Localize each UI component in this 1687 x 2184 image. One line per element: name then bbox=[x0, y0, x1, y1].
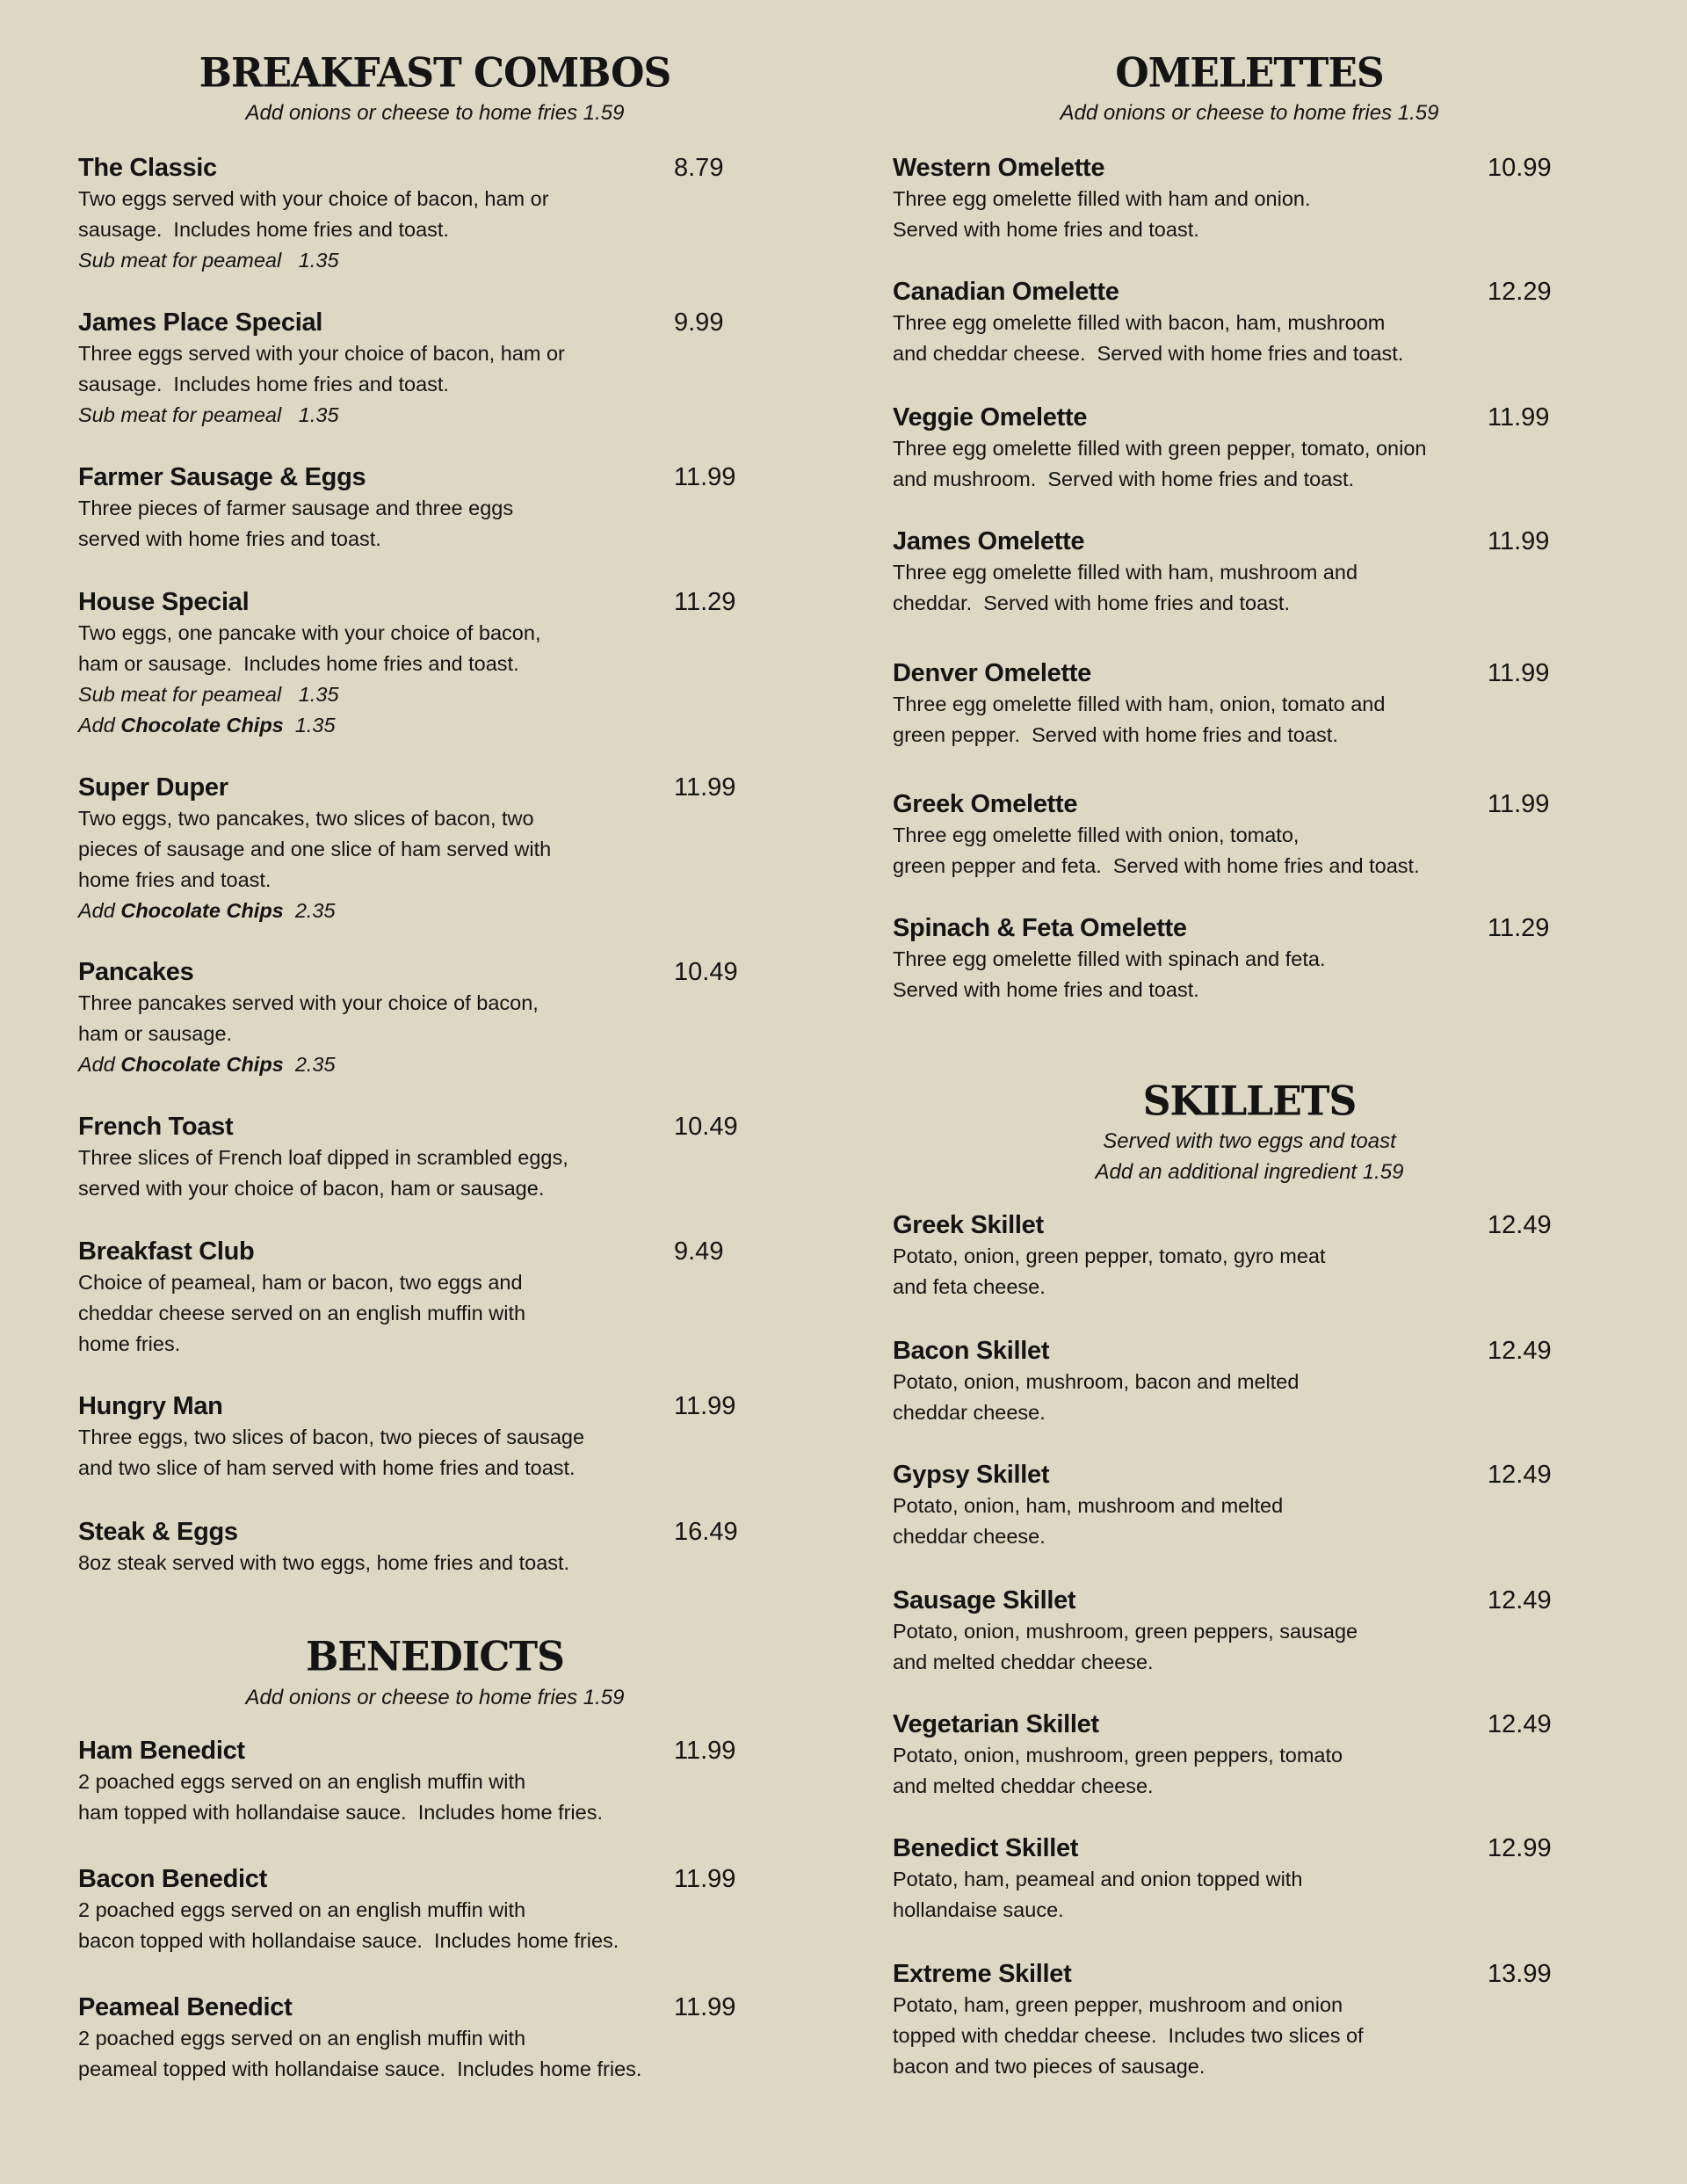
menu-item bbox=[78, 956, 779, 1080]
section-title: SKILLETS bbox=[1142, 1077, 1357, 1125]
item-price: 11.99 bbox=[1488, 403, 1550, 432]
item-description: Three slices of French loaf dipped in scrambled eggs, bbox=[78, 1145, 568, 1169]
menu-item bbox=[78, 1735, 779, 1828]
item-price: 10.49 bbox=[674, 957, 738, 986]
item-price: 12.49 bbox=[1488, 1460, 1552, 1489]
item-description: Potato, onion, mushroom, green peppers, tomato bbox=[893, 1743, 1343, 1767]
item-description: Three egg omelette filled with ham and onion. bbox=[893, 186, 1311, 210]
item-description: and mushroom. Served with home fries and toast. bbox=[893, 467, 1355, 490]
item-name: Spinach & Feta Omelette bbox=[893, 914, 1187, 943]
item-name: Farmer Sausage & Eggs bbox=[78, 462, 366, 491]
item-addon bbox=[78, 679, 779, 710]
item-description: Three egg omelette filled with onion, tomato, bbox=[893, 824, 1300, 847]
menu-item bbox=[893, 788, 1593, 882]
section-title: BREAKFAST COMBOS bbox=[199, 49, 671, 97]
menu-item bbox=[78, 586, 779, 741]
item-addon bbox=[78, 245, 779, 276]
addon-text: Add bbox=[78, 1052, 121, 1076]
item-name: Vegetarian Skillet bbox=[893, 1709, 1099, 1738]
addon-highlight: Chocolate Chips bbox=[120, 899, 284, 923]
item-price: 12.49 bbox=[1488, 1585, 1552, 1614]
item-name: Ham Benedict bbox=[78, 1736, 245, 1765]
item-description: 2 poached eggs served on an english muffin with bbox=[78, 1769, 526, 1793]
menu-item bbox=[893, 1459, 1593, 1552]
menu-item bbox=[78, 1111, 779, 1204]
item-addon bbox=[78, 1049, 779, 1080]
menu-item bbox=[78, 1390, 779, 1484]
menu-item bbox=[893, 402, 1593, 495]
item-name: The Classic bbox=[78, 153, 217, 182]
item-description: and cheddar cheese. Served with home fries and toast. bbox=[893, 341, 1404, 365]
section-heading-omelettes bbox=[854, 49, 1645, 97]
item-name: House Special bbox=[78, 588, 250, 617]
item-description: Three egg omelette filled with ham, mushroom and bbox=[893, 560, 1358, 584]
menu-item bbox=[78, 1992, 779, 2085]
item-price: 11.29 bbox=[674, 588, 736, 617]
item-name: Denver Omelette bbox=[893, 659, 1091, 688]
item-description: bacon and two pieces of sausage. bbox=[893, 2054, 1206, 2078]
item-name: Super Duper bbox=[78, 773, 228, 802]
addon-text: Sub meat for peameal 1.35 bbox=[78, 403, 339, 426]
item-name: Greek Omelette bbox=[893, 790, 1078, 819]
item-description: sausage. Includes home fries and toast. bbox=[78, 372, 449, 395]
item-description: cheddar cheese. bbox=[893, 1524, 1046, 1548]
item-description: home fries and toast. bbox=[78, 868, 272, 892]
item-price: 11.99 bbox=[674, 1392, 736, 1421]
section-heading-benedicts bbox=[40, 1636, 830, 1680]
item-price: 12.49 bbox=[1488, 1336, 1552, 1365]
menu-item bbox=[893, 1209, 1593, 1302]
item-price: 10.49 bbox=[674, 1112, 738, 1141]
item-price: 13.99 bbox=[1488, 1959, 1552, 1988]
item-description: served with home fries and toast. bbox=[78, 526, 381, 550]
menu-item bbox=[893, 1832, 1593, 1926]
addon-text: Add bbox=[78, 714, 121, 737]
item-description: Three pieces of farmer sausage and three eggs bbox=[78, 496, 514, 519]
item-price: 12.49 bbox=[1488, 1709, 1552, 1738]
item-name: Pancakes bbox=[78, 957, 194, 986]
item-description: Three egg omelette filled with green pepper, tomato, onion bbox=[893, 436, 1427, 460]
item-price: 8.79 bbox=[674, 153, 724, 182]
item-description: Potato, onion, mushroom, bacon and melted bbox=[893, 1369, 1300, 1393]
item-description: green pepper and feta. Served with home fries and toast. bbox=[893, 854, 1420, 878]
item-name: Bacon Benedict bbox=[78, 1864, 267, 1893]
item-description: Potato, ham, peameal and onion topped with bbox=[893, 1867, 1303, 1890]
item-description: Choice of peameal, ham or bacon, two eggs and bbox=[78, 1271, 523, 1295]
item-price: 11.99 bbox=[674, 773, 736, 802]
item-name: Veggie Omelette bbox=[893, 403, 1088, 432]
item-name: Peameal Benedict bbox=[78, 1992, 293, 2021]
addon-highlight: Chocolate Chips bbox=[120, 1052, 284, 1076]
menu-item bbox=[78, 307, 779, 431]
item-description: Three pancakes served with your choice of bacon, bbox=[78, 990, 539, 1014]
item-price: 16.49 bbox=[674, 1517, 738, 1546]
item-description: cheddar cheese. bbox=[893, 1400, 1046, 1424]
item-name: Breakfast Club bbox=[78, 1237, 255, 1266]
section-heading-skillets bbox=[854, 1077, 1645, 1125]
item-description: 8oz steak served with two eggs, home fries and toast. bbox=[78, 1550, 570, 1574]
menu-item bbox=[78, 1236, 779, 1360]
item-name: Canadian Omelette bbox=[893, 277, 1119, 306]
item-description: ham topped with hollandaise sauce. Includes home fries. bbox=[78, 1800, 603, 1824]
item-description: ham or sausage. Includes home fries and toast. bbox=[78, 652, 519, 676]
section-note: Add onions or cheese to home fries 1.59 bbox=[245, 1685, 625, 1709]
addon-text: Add bbox=[78, 899, 121, 923]
menu-item bbox=[78, 461, 779, 555]
item-description: sausage. Includes home fries and toast. bbox=[78, 217, 449, 241]
item-name: French Toast bbox=[78, 1112, 234, 1141]
item-description: Potato, onion, green pepper, tomato, gyro meat bbox=[893, 1244, 1326, 1268]
item-name: Extreme Skillet bbox=[893, 1959, 1072, 1988]
item-name: Steak & Eggs bbox=[78, 1517, 238, 1546]
item-description: Potato, onion, ham, mushroom and melted bbox=[893, 1493, 1284, 1517]
item-description: and melted cheddar cheese. bbox=[893, 1774, 1154, 1797]
item-description: Three egg omelette filled with spinach and feta. bbox=[893, 947, 1326, 971]
item-description: Three egg omelette filled with bacon, ham, mushroom bbox=[893, 310, 1386, 334]
item-name: James Place Special bbox=[78, 308, 323, 337]
item-price: 11.29 bbox=[1488, 914, 1550, 943]
item-price: 12.29 bbox=[1488, 277, 1552, 306]
item-price: 11.99 bbox=[1488, 526, 1550, 555]
item-description: 2 poached eggs served on an english muffin with bbox=[78, 2026, 526, 2050]
item-name: James Omelette bbox=[893, 526, 1085, 555]
item-description: cheddar cheese served on an english muffin with bbox=[78, 1302, 526, 1325]
item-price: 9.49 bbox=[674, 1237, 724, 1266]
item-description: and melted cheddar cheese. bbox=[893, 1650, 1154, 1673]
section-note: Add an additional ingredient 1.59 bbox=[1095, 1159, 1404, 1184]
menu-item bbox=[78, 1863, 779, 1956]
addon-text: Sub meat for peameal 1.35 bbox=[78, 248, 339, 272]
menu-item bbox=[893, 526, 1593, 619]
addon-price: 1.35 bbox=[283, 714, 336, 737]
item-description: pieces of sausage and one slice of ham served with bbox=[78, 838, 552, 861]
item-price: 11.99 bbox=[674, 1992, 736, 2021]
item-price: 11.99 bbox=[674, 462, 736, 491]
menu-item bbox=[893, 1585, 1593, 1678]
addon-price: 2.35 bbox=[283, 899, 336, 923]
item-addon bbox=[78, 896, 779, 926]
item-description: Served with home fries and toast. bbox=[893, 217, 1199, 241]
item-description: Three eggs served with your choice of bacon, ham or bbox=[78, 341, 565, 365]
item-addon bbox=[78, 400, 779, 431]
section-heading-breakfast-combos bbox=[40, 49, 830, 97]
menu-item bbox=[893, 657, 1593, 751]
item-addon bbox=[78, 710, 779, 741]
menu-item bbox=[893, 152, 1593, 245]
menu-item bbox=[893, 1958, 1593, 2082]
item-description: hollandaise sauce. bbox=[893, 1897, 1064, 1921]
item-description: Potato, onion, mushroom, green peppers, sausage bbox=[893, 1619, 1358, 1643]
menu-item bbox=[78, 152, 779, 276]
item-price: 12.99 bbox=[1488, 1833, 1552, 1862]
section-title: OMELETTES bbox=[1115, 49, 1384, 97]
item-description: Served with home fries and toast. bbox=[893, 978, 1199, 1002]
menu-item bbox=[893, 912, 1593, 1005]
item-description: and two slice of ham served with home fries and toast. bbox=[78, 1456, 576, 1480]
item-description: home fries. bbox=[78, 1332, 181, 1356]
item-description: peameal topped with hollandaise sauce. Includes home fries. bbox=[78, 2057, 642, 2080]
item-description: and feta cheese. bbox=[893, 1275, 1046, 1299]
section-note: Served with two eggs and toast bbox=[1103, 1129, 1396, 1154]
section-title: BENEDICTS bbox=[306, 1634, 564, 1681]
item-name: Greek Skillet bbox=[893, 1211, 1044, 1240]
item-description: Three egg omelette filled with ham, onion, tomato and bbox=[893, 693, 1386, 716]
menu-item bbox=[893, 1335, 1593, 1428]
item-description: green pepper. Served with home fries and toast. bbox=[893, 723, 1338, 747]
item-description: ham or sausage. bbox=[78, 1021, 233, 1045]
addon-text: Sub meat for peameal 1.35 bbox=[78, 683, 339, 707]
item-name: Hungry Man bbox=[78, 1392, 223, 1421]
item-description: cheddar. Served with home fries and toast. bbox=[893, 591, 1290, 614]
menu-item bbox=[893, 276, 1593, 369]
item-price: 10.99 bbox=[1488, 153, 1552, 182]
section-note: Add onions or cheese to home fries 1.59 bbox=[1060, 100, 1439, 125]
item-price: 9.99 bbox=[674, 308, 724, 337]
item-description: bacon topped with hollandaise sauce. Includes home fries. bbox=[78, 1928, 619, 1952]
item-price: 11.99 bbox=[1488, 659, 1550, 688]
item-description: Three eggs, two slices of bacon, two pieces of sausage bbox=[78, 1426, 585, 1449]
addon-highlight: Chocolate Chips bbox=[120, 714, 284, 737]
item-description: topped with cheddar cheese. Includes two slices of bbox=[893, 2023, 1364, 2047]
menu-item bbox=[893, 1709, 1593, 1802]
item-description: 2 poached eggs served on an english muffin with bbox=[78, 1897, 526, 1921]
item-description: Two eggs, one pancake with your choice of bacon, bbox=[78, 621, 541, 645]
item-name: Bacon Skillet bbox=[893, 1336, 1050, 1365]
addon-price: 2.35 bbox=[283, 1052, 336, 1076]
menu-item bbox=[78, 1516, 779, 1578]
item-price: 12.49 bbox=[1488, 1211, 1552, 1240]
item-description: Potato, ham, green pepper, mushroom and onion bbox=[893, 1992, 1343, 2016]
item-description: Two eggs served with your choice of bacon, ham or bbox=[78, 186, 549, 210]
item-description: served with your choice of bacon, ham or sausage. bbox=[78, 1176, 545, 1200]
item-name: Western Omelette bbox=[893, 153, 1105, 182]
item-name: Sausage Skillet bbox=[893, 1585, 1076, 1614]
section-note: Add onions or cheese to home fries 1.59 bbox=[245, 100, 625, 125]
item-description: Two eggs, two pancakes, two slices of bacon, two bbox=[78, 807, 534, 831]
menu-item bbox=[78, 772, 779, 926]
item-price: 11.99 bbox=[674, 1736, 736, 1765]
item-name: Benedict Skillet bbox=[893, 1833, 1079, 1862]
item-price: 11.99 bbox=[1488, 790, 1550, 819]
item-name: Gypsy Skillet bbox=[893, 1460, 1050, 1489]
item-price: 11.99 bbox=[674, 1864, 736, 1893]
